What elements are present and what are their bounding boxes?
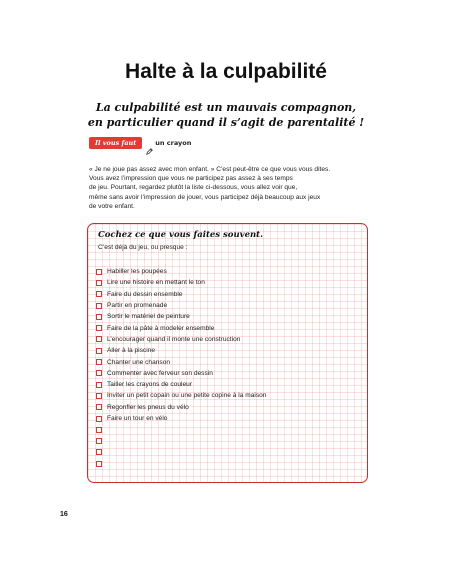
checkbox-icon[interactable] [96,280,102,286]
checkbox-icon[interactable] [96,359,102,365]
checklist-item-label: L’encourager quand il monte une construction [107,335,241,343]
checklist-item[interactable] [96,390,266,401]
checklist-item[interactable] [96,435,266,446]
checkbox-icon[interactable] [96,416,102,422]
checklist-item[interactable] [96,311,266,322]
subtitle-line-1: La culpabilité est un mauvais compagnon, [95,101,357,114]
materials-item: un crayon [155,139,192,147]
page-subtitle [0,100,452,130]
checklist-item-label: Chanter une chanson [107,358,171,366]
intro-line: même sans avoir l’impression de jouer, vous participez déjà beaucoup aux jeux [89,193,321,201]
checklist-item[interactable] [96,345,266,356]
checkbox-icon[interactable] [96,348,102,354]
checklist-item-label: Tailler les crayons de couleur [107,381,193,389]
checklist-item[interactable] [96,424,266,435]
checkbox-icon[interactable] [96,336,102,342]
checklist-item-label: Commenter avec ferveur son dessin [107,369,213,377]
checklist-items [96,266,266,469]
intro-line: de jeu. Pourtant, regardez plutôt la liste ci-dessous, vous allez voir que, [89,184,298,192]
intro-text [89,165,379,211]
subtitle-line-2: en particulier quand il s’agit de parentalité ! [87,116,365,129]
intro-line: de votre enfant. [89,202,135,210]
checklist-item-label: Partir en promenade [107,302,168,310]
checklist-item[interactable] [96,402,266,413]
checklist-item-label: Inviter un petit copain ou une petite copine à la maison [107,392,267,400]
page-number: 16 [60,511,68,518]
checkbox-icon[interactable] [96,449,102,455]
checklist-item-label: Faire de la pâte à modeler ensemble [107,324,215,332]
checkbox-icon[interactable] [96,325,102,331]
checklist-item[interactable] [96,447,266,458]
checkbox-icon[interactable] [96,314,102,320]
checklist-item[interactable] [96,356,266,367]
materials-needed [89,137,191,149]
checklist-item-label: Faire du dessin ensemble [107,290,183,298]
checkbox-icon[interactable] [96,404,102,410]
checkbox-icon[interactable] [96,461,102,467]
checklist-item[interactable] [96,334,266,345]
checkbox-icon[interactable] [96,303,102,309]
materials-badge: Il vous faut [89,137,142,149]
checkbox-icon[interactable] [96,393,102,399]
checklist-item-label: Aller à la piscine [107,347,156,355]
checklist-item[interactable] [96,289,266,300]
checklist-item-label: Regonfler les pneus du vélo [107,403,189,411]
checklist-item-label: Sortir le matériel de peinture [107,313,190,321]
checklist-item[interactable] [96,266,266,277]
checklist-heading: Cochez ce que vous faites souvent. [98,230,264,240]
intro-line: « Je ne joue pas assez avec mon enfant. » C’est peut-être ce que vous vous dites. [89,166,331,173]
checklist-item[interactable] [96,368,266,379]
checklist-item[interactable] [96,277,266,288]
checklist-item[interactable] [96,413,266,424]
checkbox-icon[interactable] [96,427,102,433]
checklist-item-label: Habiller les poupées [107,268,167,276]
page-title: Halte à la culpabilité [125,60,327,83]
checkbox-icon[interactable] [96,370,102,376]
checkbox-icon[interactable] [96,291,102,297]
checklist-item[interactable] [96,458,266,469]
checklist-intro: C’est déjà du jeu, ou presque : [98,244,188,251]
checklist-item-label: Faire un tour en vélo [107,415,168,422]
intro-line: Vous avez l’impression que vous ne participez pas assez à ses temps [89,175,293,183]
checklist-item-label: Lire une histoire en mettant le ton [107,279,205,287]
checklist-item[interactable] [96,322,266,333]
checkbox-icon[interactable] [96,438,102,444]
pencil-icon [146,140,153,147]
checkbox-icon[interactable] [96,382,102,388]
checkbox-icon[interactable] [96,269,102,275]
checklist-item[interactable] [96,300,266,311]
checklist-item[interactable] [96,379,266,390]
checklist-box [87,223,368,483]
